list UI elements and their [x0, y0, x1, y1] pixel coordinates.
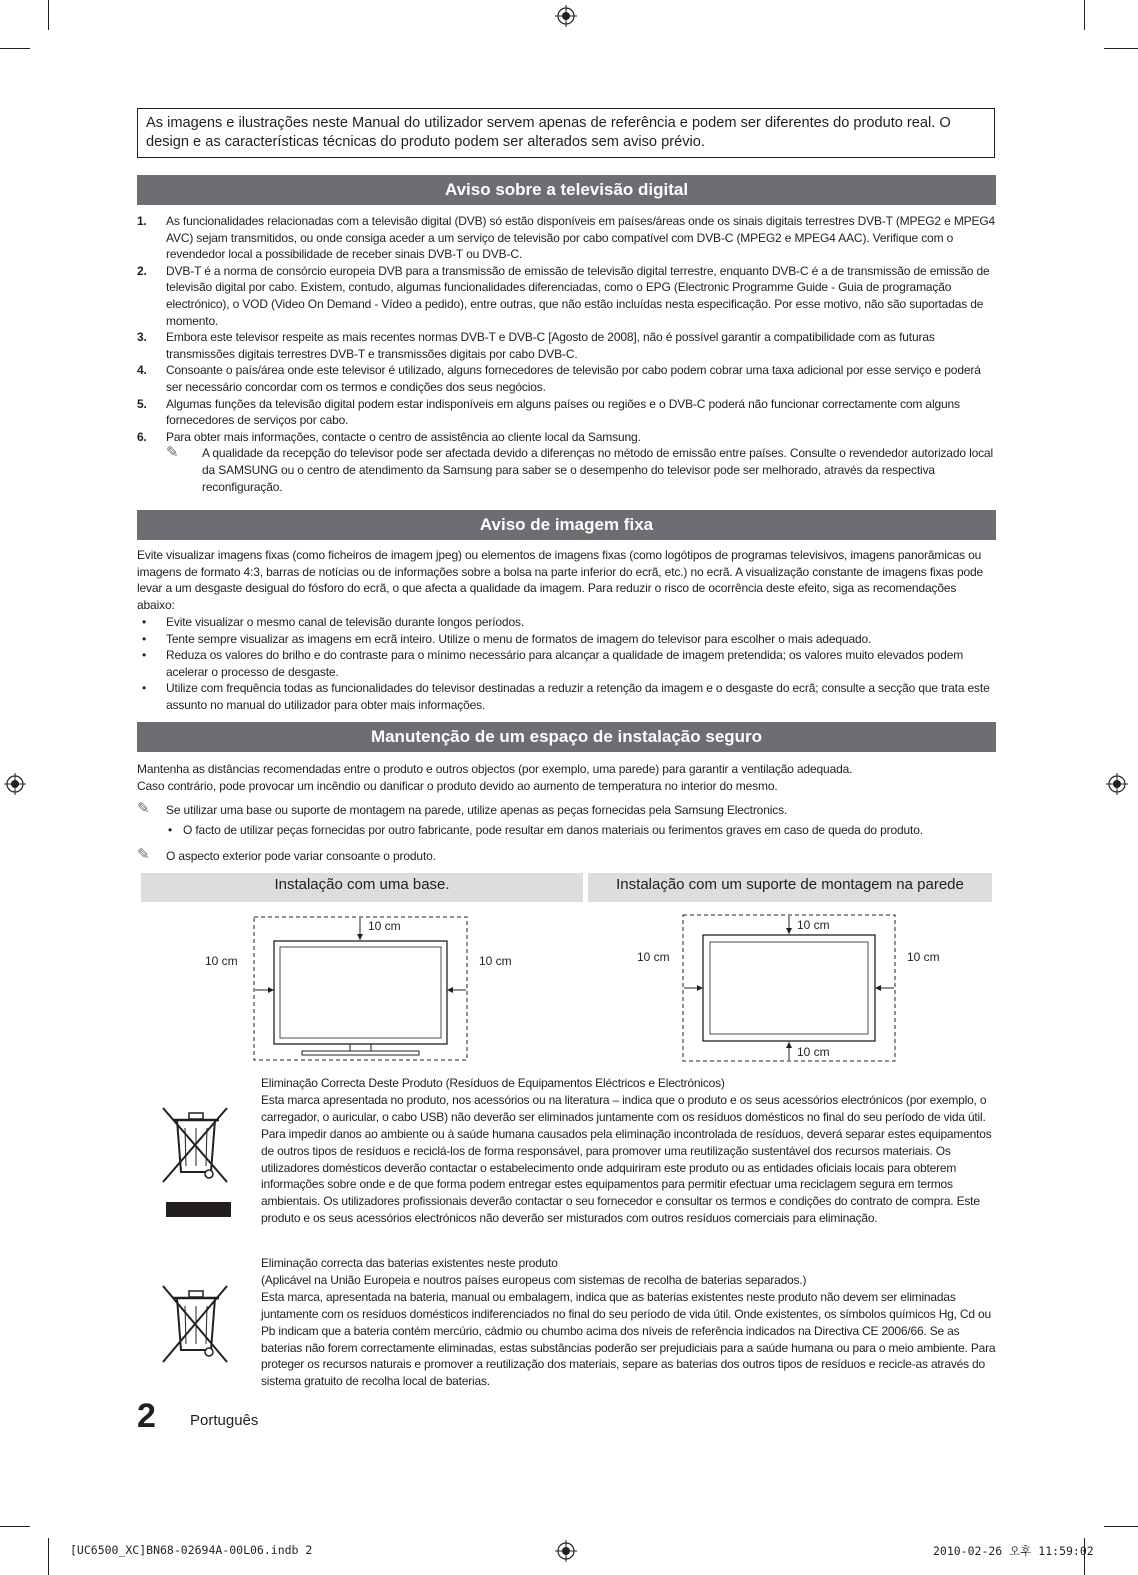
bullet-text: Evite visualizar o mesmo canal de televisão durante longos períodos.: [166, 615, 525, 629]
note-pencil-icon: ✎: [166, 444, 179, 462]
list-item: [137, 429, 997, 495]
crop-mark: [48, 1538, 49, 1575]
footer-timestamp: 2010-02-26 오후 11:59:02: [933, 1544, 1094, 1558]
list-item: • Evite visualizar o mesmo canal de televisão durante longos períodos.: [142, 615, 525, 629]
list-item: • Reduza os valores do brilho e do contraste para o mínimo necessário para alcançar a qualidade de imagem pretendida; os valores muito elevados podem acelerar o processo de desgaste.: [142, 648, 964, 679]
dimension-label: 10 cm: [205, 954, 238, 968]
item-number: 4.: [137, 363, 147, 378]
installation-note-1: [137, 802, 997, 819]
item-text: DVB-T é a norma de consórcio europeia DVB para a transmissão de emissão de televisão digital terrestre, enquanto DVB-C é a de transmissão de emissão de televisão digital por cabo. Existem, contudo, algumas funcionalidades diferenciadas, como o EPG (Electronic Programme Guide - Guia de programação electrónico), o VOD (Video On Demand - Vídeo a pedido), entre outras, que não estão incluídas nesta especificação. Por esse motivo, não são suportadas de momento.: [166, 263, 990, 328]
bullet-text: Tente sempre visualizar as imagens em ecrã inteiro. Utilize o menu de formatos de imagem do televisor para escolher o mais adequado.: [166, 631, 872, 646]
registration-mark-icon: [555, 1540, 577, 1562]
still-image-bullets: [137, 614, 997, 714]
section-title-digital-tv: Aviso sobre a televisão digital: [137, 175, 996, 205]
weee-title: Eliminação Correcta Deste Produto (Resíduos de Equipamentos Eléctricos e Electrónicos): [261, 1076, 725, 1090]
dimension-label: 10 cm: [479, 954, 512, 968]
battery-section: [261, 1255, 1001, 1390]
item-text: Consoante o país/área onde este televisor é utilizado, alguns fornecedores de televisão por cabo podem cobrar uma taxa adicional por esse serviço e poderá ser necessário concordar com os termos e condições dos seus negócios.: [166, 363, 981, 394]
bullet-text: Reduza os valores do brilho e do contraste para o mínimo necessário para alcançar a qualidade de imagem pretendida; os valores muito elevados podem acelerar o processo de desgaste.: [166, 648, 964, 679]
battery-crossed-bin-icon: [155, 1282, 235, 1372]
item-text: Para obter mais informações, contacte o centro de assistência ao cliente local da Samsung.: [166, 429, 641, 444]
list-item: [137, 362, 997, 395]
item-number: 5.: [137, 396, 147, 411]
item-number: 2.: [137, 263, 147, 278]
installation-intro-line: Caso contrário, pode provocar um incêndio ou danificar o produto devido ao aumento de temperatura no interior do mesmo.: [137, 778, 778, 793]
list-item: [137, 396, 997, 429]
crop-mark: [0, 1526, 30, 1527]
weee-text: Esta marca apresentada no produto, nos acessórios ou na literatura – indica que o produto e os seus acessórios electrónicos (por exemplo, o carregador, o auricular, o cabo USB) não deverão ser eliminados juntamente com os resíduos domésticos no final do seu período de vida útil. Para impedir danos ao ambiente ou à saúde humana causados pela eliminação incontrolada de resíduos, deverá separar estes equipamentos de outros tipos de resíduos e reciclá-los de forma responsável, para promover uma reutilização sustentável dos recursos materiais. Os utilizadores domésticos deverão contactar o estabelecimento onde adquiriram este produto ou as entidades oficiais locais para obterem informações sobre onde e de que forma podem entregar estes equipamentos para permitir efectuar uma reciclagem segura em termos ambientais. Os utilizadores profissionais deverão contactar o seu fornecedor e consultar os termos e condições do contrato de compra. Este produto e os seus acessórios electrónicos não deverão ser misturados com outros resíduos comerciais para eliminação.: [261, 1092, 992, 1226]
note-pencil-icon: ✎: [137, 800, 150, 817]
dimension-label: 10 cm: [797, 918, 830, 932]
crop-mark: [1084, 0, 1085, 30]
item-number: 1.: [137, 214, 147, 228]
item-text: Algumas funções da televisão digital podem estar indisponíveis em alguns países ou regiões e o DVB-C poderá não funcionar correctamente com alguns fornecedores de serviços por cabo.: [166, 396, 960, 428]
section-title-still-image: Aviso de imagem fixa: [137, 510, 996, 540]
note-text: O aspecto exterior pode variar consoante o produto.: [166, 849, 436, 863]
dimension-label: 10 cm: [797, 1045, 830, 1059]
wall-installation-label: Instalação com um suporte de montagem na parede: [588, 873, 992, 902]
crop-mark: [0, 48, 30, 49]
section-title-installation: Manutenção de um espaço de instalação seguro: [137, 722, 996, 752]
list-item: • Tente sempre visualizar as imagens em ecrã inteiro. Utilize o menu de formatos de imagem do televisor para escolher o mais adequado.: [142, 631, 872, 646]
item-text: As funcionalidades relacionadas com a televisão digital (DVB) só estão disponíveis em países/áreas onde os sinais digitais terrestres DVB-T (MPEG2 e MPEG4 AVC) sejam transmitidos, ou onde consiga aceder a um serviço de televisão por cabo compatível com DVB-C (MPEG2 e MPEG4 AAC). Verifique com o revendedor local a possibilidade de receber sinais DVB-T ou DVB-C.: [166, 214, 996, 262]
dimension-label: 10 cm: [907, 950, 940, 964]
weee-crossed-bin-icon: [155, 1100, 235, 1220]
footer-file-info: [UC6500_XC]BN68-02694A-00L06.indb 2: [70, 1543, 313, 1557]
battery-title: Eliminação correcta das baterias existentes neste produto: [261, 1256, 558, 1270]
installation-note-2: [137, 848, 997, 865]
note-text: A qualidade da recepção do televisor pode ser afectada devido a diferenças no método de emissão entre países. Consulte o revendedor autorizado local da SAMSUNG ou o centro de atendimento da Samsung para saber se o desempenho do televisor pode ser melhorado, através da respectiva reconfiguração.: [202, 446, 993, 494]
crop-mark: [1104, 1526, 1138, 1527]
registration-mark-icon: [4, 773, 26, 795]
page-language: Português: [190, 1412, 259, 1429]
note: [166, 445, 997, 495]
intro-notice: As imagens e ilustrações neste Manual do utilizador servem apenas de referência e podem ser diferentes do produto real. O design e as características técnicas do produto podem ser alterados sem aviso prévio.: [137, 108, 995, 158]
crop-mark: [48, 0, 49, 30]
installation-note-1-bullet: • O facto de utilizar peças fornecidas por outro fabricante, pode resultar em danos materiais ou ferimentos graves em caso de queda do produto.: [166, 822, 1006, 839]
battery-subtitle: (Aplicável na União Europeia e noutros países europeus com sistemas de recolha de baterias separados.): [261, 1272, 807, 1287]
list-item: [137, 329, 997, 362]
list-item: [137, 263, 997, 329]
bullet-text: O facto de utilizar peças fornecidas por outro fabricante, pode resultar em danos materiais ou ferimentos graves em caso de queda do produto.: [183, 823, 923, 837]
registration-mark-icon: [1106, 773, 1128, 795]
item-number: 6.: [137, 429, 147, 444]
note-pencil-icon: ✎: [137, 846, 150, 863]
registration-mark-icon: [555, 5, 577, 27]
weee-section: [261, 1075, 1001, 1227]
page-number: 2: [137, 1397, 156, 1435]
stand-installation-label: Instalação com uma base.: [141, 873, 583, 902]
installation-intro: [137, 761, 997, 794]
list-item: • Utilize com frequência todas as funcionalidades do televisor destinadas a reduzir a retenção da imagem e o desgaste do ecrã; consulte a secção que trata este assunto no manual do utilizador para obter mais informações.: [142, 681, 990, 712]
still-image-intro: Evite visualizar imagens fixas (como ficheiros de imagem jpeg) ou elementos de imagens fixas (como logótipos de programas televisivos, imagens panorâmicas ou imagens de formato 4:3, barras de notícias ou de informações sobre a bolsa na parte inferior do ecrã, etc.) no ecrã. A visualização constante de imagens fixas pode levar a um desgaste desigual do fósforo do ecrã, o que afecta a qualidade da imagem. Para reduzir o risco de ocorrência deste efeito, siga as recomendações abaixo:: [137, 548, 984, 612]
list-item: [137, 213, 997, 263]
item-number: 3.: [137, 330, 147, 345]
wall-installation-diagram: [620, 910, 960, 1065]
bullet-text: Utilize com frequência todas as funcionalidades do televisor destinadas a reduzir a retenção da imagem e o desgaste do ecrã; consulte a secção que trata este assunto no manual do utilizador para obter mais informações.: [166, 681, 990, 712]
installation-intro-line: Mantenha as distâncias recomendadas entre o produto e outros objectos (por exemplo, uma parede) para garantir a ventilação adequada.: [137, 762, 853, 776]
note-text: Se utilizar uma base ou suporte de montagem na parede, utilize apenas as peças fornecidas pela Samsung Electronics.: [166, 803, 788, 817]
battery-text: Esta marca, apresentada na bateria, manual ou embalagem, indica que as baterias existentes neste produto não devem ser eliminadas juntamente com os resíduos domésticos indiferenciados no final do seu período de vida útil. Onde existentes, os símbolos químicos Hg, Cd ou Pb indicam que a bateria contém mercúrio, cádmio ou chumbo acima dos níveis de referência indicados na Directiva CE 2006/66. Se as baterias não forem correctamente eliminadas, estas substâncias poderão ser prejudiciais para a saúde humana ou para o meio ambiente. Para proteger os recursos naturais e promover a reutilização dos materiais, separe as baterias dos outros tipos de resíduos e recicle-as através do sistema gratuito de recolha local de baterias.: [261, 1289, 996, 1389]
crop-mark: [1104, 48, 1138, 49]
digital-tv-list: [137, 213, 997, 495]
item-text: Embora este televisor respeite as mais recentes normas DVB-T e DVB-C [Agosto de 2008], não é possível garantir a compatibilidade com as futuras transmissões digitais terrestres DVB-T e transmissões digitais por cabo DVB-C.: [166, 330, 935, 361]
dimension-label: 10 cm: [637, 950, 670, 964]
stand-installation-diagram: [190, 910, 530, 1065]
dimension-label: 10 cm: [368, 919, 401, 933]
